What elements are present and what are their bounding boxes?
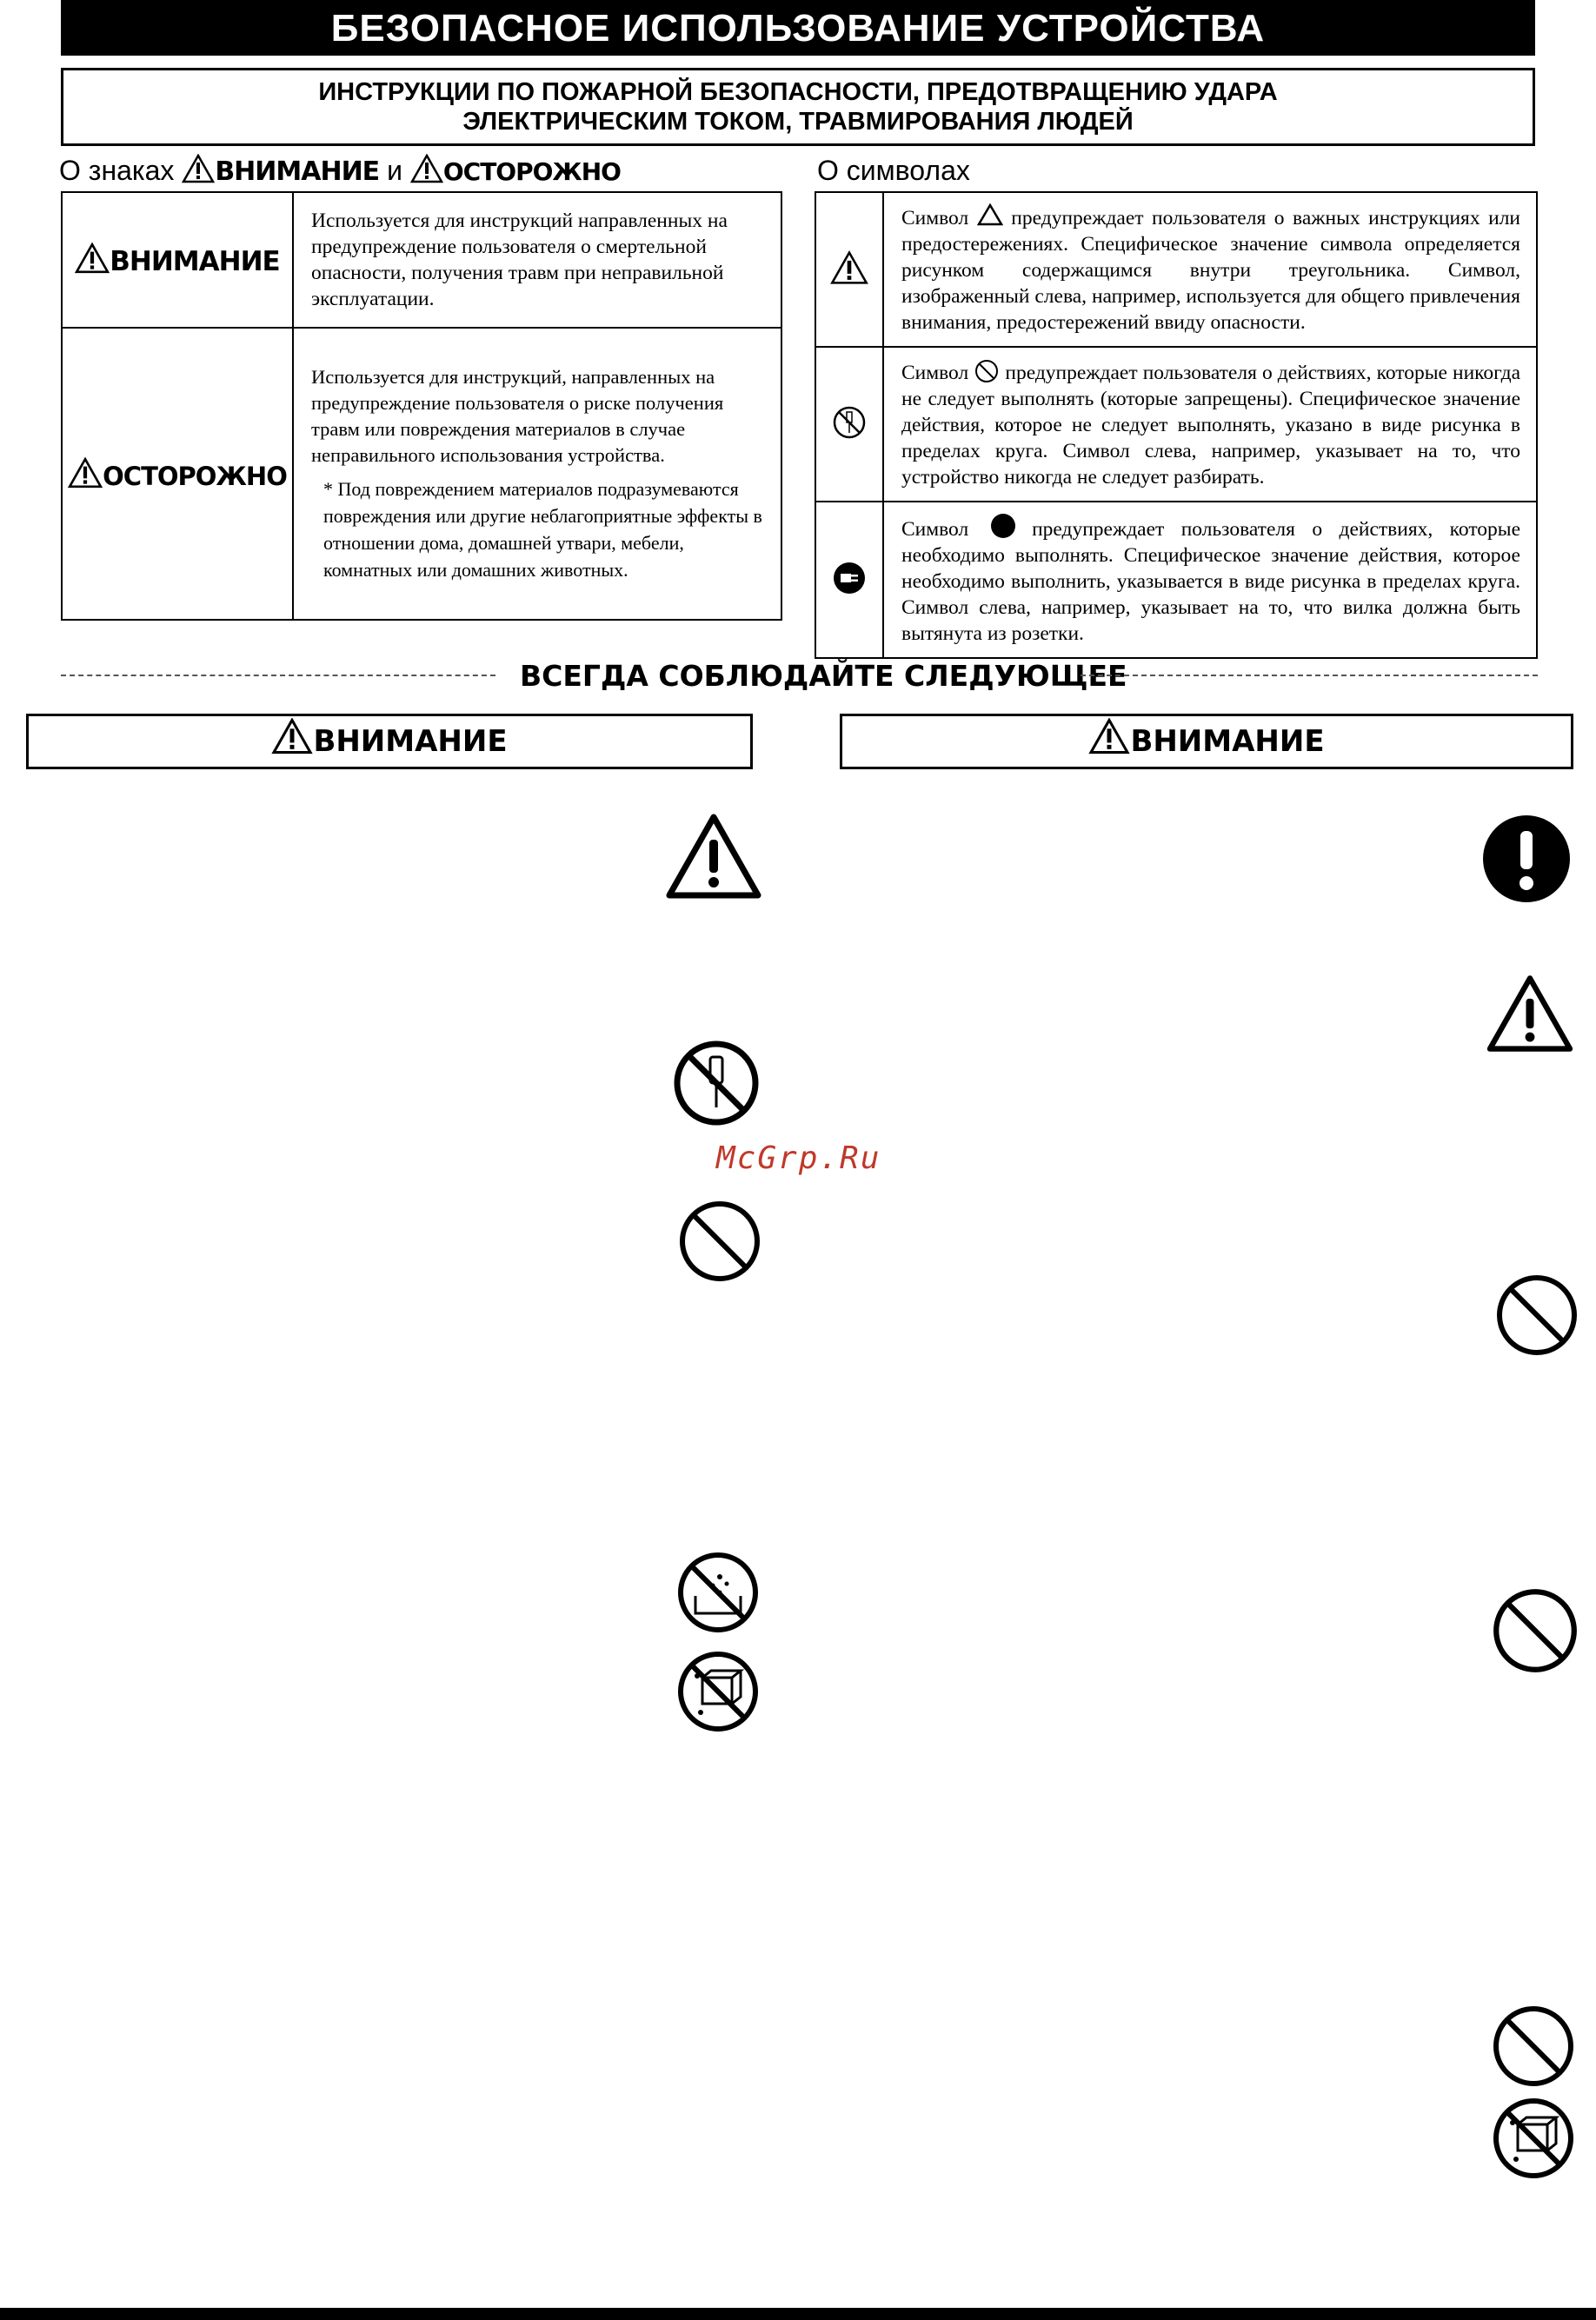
warning-triangle-icon xyxy=(410,154,443,183)
signs-heading-and: и xyxy=(387,155,402,186)
symbol-lead-2: Символ xyxy=(901,362,969,384)
warning-description: Используется для инструкций направленных на предупреждение пользователя о смертельной опасности, получения травм при неправильной эксплуатации. xyxy=(293,192,781,328)
always-heading: ВСЕГДА СОБЛЮДАЙТЕ СЛЕДУЮЩЕЕ xyxy=(520,659,1127,693)
prohibition-icon xyxy=(1495,1273,1579,1357)
caution-description-cell xyxy=(293,328,781,620)
symbol-lead-3: Символ xyxy=(901,518,969,541)
symbol-icon-cell-1 xyxy=(815,192,883,347)
caution-row xyxy=(62,328,781,620)
prohibition-icon xyxy=(1492,2004,1575,2088)
signs-heading-warning: ВНИМАНИЕ xyxy=(215,156,380,187)
page-title: БЕЗОПАСНОЕ ИСПОЛЬЗОВАНИЕ УСТРОЙСТВА xyxy=(61,0,1535,56)
unplug-icon xyxy=(832,561,867,595)
symbol-text-1: предупреждает пользователя о важных инструкциях или предостережениях. Специфическое значение символа определяется рисунком содержащимся внутри треугольника. Символ, изображенный слева, например, используется для общего привлечения внимания, предостережений ввиду опасности. xyxy=(901,207,1521,334)
warning-triangle-icon xyxy=(75,243,110,274)
warning-box-left-label: ВНИМАНИЕ xyxy=(313,724,508,759)
symbol-text-3: предупреждает пользователя о действиях, которые необходимо выполнять. Специфическое значение действия, которое необходимо выполнить, указывается в виде рисунка в пределах круга. Символ слева, например, указывает на то, что вилка должна быть вытянута из розетки. xyxy=(901,518,1521,645)
warning-triangle-icon xyxy=(830,250,868,285)
mandatory-action-icon xyxy=(1481,814,1572,904)
subtitle-line-2: ЭЛЕКТРИЧЕСКИМ ТОКОМ, ТРАВМИРОВАНИЯ ЛЮДЕЙ xyxy=(462,108,1134,136)
symbol-text-2: предупреждает пользователя о действиях, которые никогда не следует выполнять (которые запрещены). Специфическое значение действия, которое не следует выполнять, указано в виде рисунка в пределах круга. Символ слева, например, указывает на то, что устройство никогда не следует разбирать. xyxy=(901,362,1521,489)
subtitle-line-1: ИНСТРУКЦИИ ПО ПОЖАРНОЙ БЕЗОПАСНОСТИ, ПРЕДОТВРАЩЕНИЮ УДАРА xyxy=(318,78,1278,106)
prohibition-icon xyxy=(1492,1587,1579,1674)
symbol-row-2 xyxy=(815,347,1537,502)
warning-box-right-label: ВНИМАНИЕ xyxy=(1130,724,1325,759)
dashed-divider-right xyxy=(1081,675,1538,676)
no-wet-device-icon xyxy=(676,1650,760,1733)
symbol-description-2 xyxy=(883,347,1537,502)
caution-note: * Под повреждением материалов подразумеваются повреждения или другие неблагоприятные эффекты в отношении дома, домашней утвари, мебели, комнатных или домашних животных. xyxy=(323,478,762,581)
watermark: McGrp.Ru xyxy=(716,1140,881,1176)
warning-triangle-icon xyxy=(182,154,215,183)
triangle-outline-icon xyxy=(977,203,1003,226)
warning-triangle-icon xyxy=(1485,974,1575,1054)
prohibition-circle-icon xyxy=(974,358,1000,384)
page-subtitle xyxy=(61,68,1535,146)
signs-heading xyxy=(59,153,621,189)
caution-description: Используется для инструкций, направленных на предупреждение пользователя о риске получения травм или повреждения материалов в случае неправильного использования устройства. xyxy=(311,366,724,466)
warning-label-cell xyxy=(62,192,293,328)
warning-box-left xyxy=(26,714,753,769)
mandatory-dot-icon xyxy=(986,513,1015,539)
dashed-divider-left xyxy=(61,675,495,676)
warning-triangle-icon xyxy=(68,457,103,489)
prohibition-icon xyxy=(678,1200,761,1283)
symbol-description-1 xyxy=(883,192,1537,347)
warning-triangle-icon xyxy=(664,812,763,901)
signs-heading-caution: ОСТОРОЖНО xyxy=(442,157,621,186)
no-disassembly-icon xyxy=(831,404,868,441)
warning-triangle-icon xyxy=(271,718,313,754)
signs-heading-prefix: О знаках xyxy=(59,155,175,186)
no-water-icon xyxy=(676,1551,760,1634)
no-disassembly-icon xyxy=(673,1040,760,1127)
signs-table xyxy=(61,191,782,621)
symbol-description-3 xyxy=(883,502,1537,658)
symbol-icon-cell-2 xyxy=(815,347,883,502)
symbols-heading: О символах xyxy=(817,155,970,186)
bottom-bar xyxy=(0,2308,1596,2320)
symbol-row-3 xyxy=(815,502,1537,658)
warning-row xyxy=(62,192,781,328)
caution-label-cell xyxy=(62,328,293,620)
symbols-table xyxy=(815,191,1538,659)
caution-label: ОСТОРОЖНО xyxy=(103,461,287,491)
symbol-row-1 xyxy=(815,192,1537,347)
warning-box-right xyxy=(840,714,1573,769)
warning-triangle-icon xyxy=(1088,718,1130,754)
no-wet-device-icon xyxy=(1492,2097,1575,2180)
symbol-lead-1: Символ xyxy=(901,207,969,229)
warning-label: ВНИМАНИЕ xyxy=(110,246,280,277)
symbol-icon-cell-3 xyxy=(815,502,883,658)
